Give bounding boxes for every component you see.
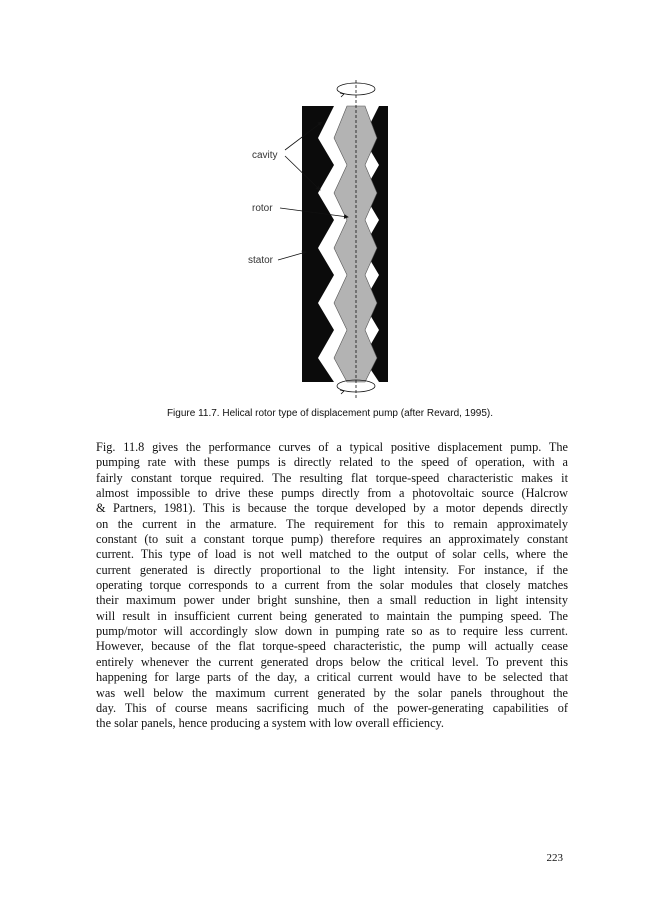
figure-caption: Figure 11.7. Helical rotor type of displacement pump (after Revard, 1995). — [166, 408, 494, 419]
body-line: happening for large parts of the day, a critical current would have to be selected that — [96, 670, 568, 685]
body-line: fairly constant torque required. The resulting flat torque-speed characteristic makes it — [96, 470, 568, 485]
body-line: pumping rate with these pumps is directly related to the speed of operation, with a — [96, 455, 568, 470]
stator-leader — [278, 252, 306, 260]
rotor-label: rotor — [252, 203, 273, 214]
body-line: constant (to suit a constant torque pump) therefore requires an approximately constant — [96, 532, 568, 547]
body-line: day. This of course means sacrificing much of the power-generating capabilities of — [96, 700, 568, 715]
body-line: will result in insufficient current being generated to maintain the pumping speed. The — [96, 608, 568, 623]
body-line: was well below the maximum current generated by the solar panels throughout the — [96, 685, 568, 700]
rotation-arrow-top-icon — [340, 93, 344, 97]
body-line: entirely whenever the current generated drops below the critical level. To prevent this — [96, 654, 568, 669]
rotation-arrow-bottom-icon — [340, 390, 344, 394]
page-number: 223 — [546, 852, 563, 864]
body-line: current. This type of load is not well matched to the output of solar cells, where the — [96, 547, 568, 562]
body-line: operating torque corresponds to a current from the solar modules that closely matches — [96, 578, 568, 593]
body-line: on the current in the armature. The requirement for this to remain approximately — [96, 516, 568, 531]
body-line: & Partners, 1981). This is because the torque developed by a motor depends directly — [96, 501, 568, 516]
body-line: Fig. 11.8 gives the performance curves of a typical positive displacement pump. The — [96, 440, 568, 454]
helical-rotor-pump-figure — [230, 80, 430, 400]
body-line: almost impossible to drive these pumps directly from a photovoltaic source (Halcrow — [96, 486, 568, 501]
body-paragraph — [96, 440, 568, 732]
stator-label: stator — [248, 255, 274, 266]
body-line: current generated is directly proportional to the light intensity. For instance, if the — [96, 562, 568, 577]
cavity-label: cavity — [252, 150, 278, 161]
helical-rotor-diagram — [230, 80, 430, 400]
body-line: However, because of the flat torque-speed characteristic, the pump will actually cease — [96, 639, 568, 654]
rotation-indicator-top — [337, 83, 375, 95]
body-line: the solar panels, hence producing a system with low overall efficiency. — [96, 716, 444, 731]
body-line: pump/motor will accordingly slow down in pumping rate so as to require less current. — [96, 624, 568, 639]
body-line: their maximum power under bright sunshine, then a small reduction in light intensity — [96, 593, 568, 608]
